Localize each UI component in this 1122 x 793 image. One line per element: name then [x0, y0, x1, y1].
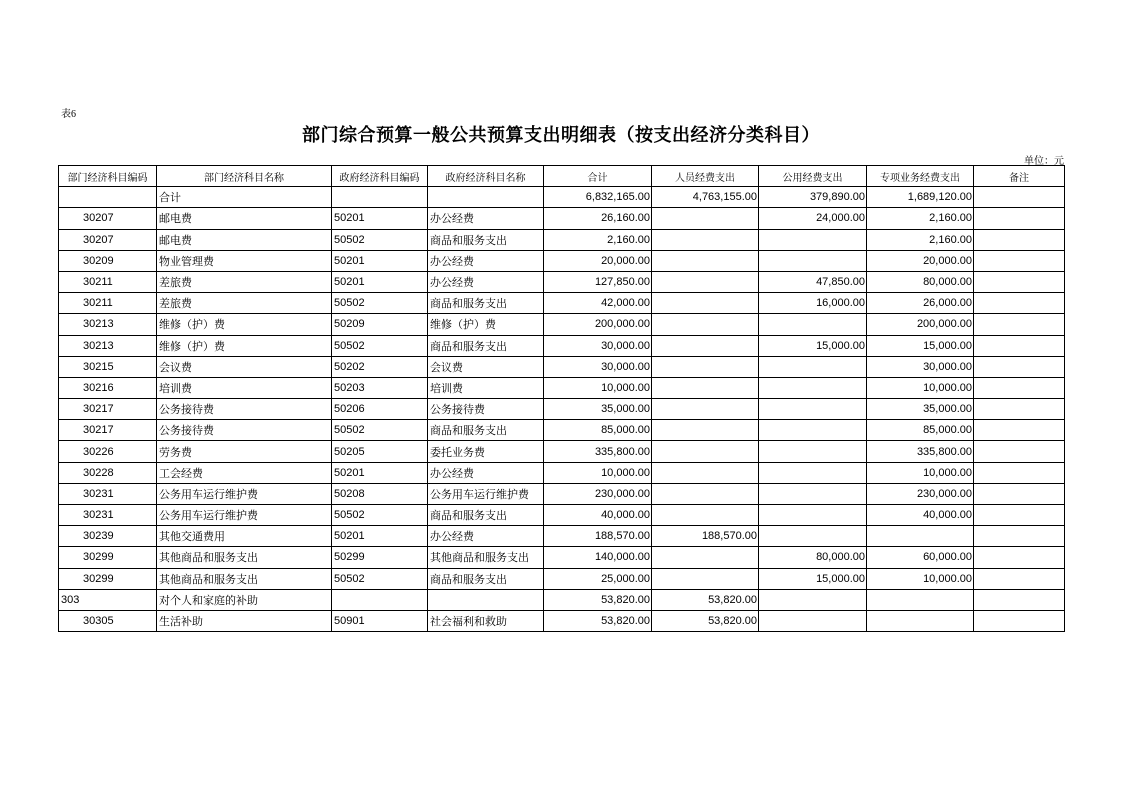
cell-dept-code: 30215 [59, 356, 157, 377]
table-row [59, 314, 1065, 335]
cell-dept-code: 30213 [59, 335, 157, 356]
cell-public [759, 462, 867, 483]
cell-total: 35,000.00 [544, 399, 652, 420]
cell-special: 35,000.00 [867, 399, 974, 420]
cell-remark [974, 250, 1065, 271]
table-row [59, 441, 1065, 462]
cell-dept-code: 30216 [59, 377, 157, 398]
table-row [59, 377, 1065, 398]
cell-dept-name: 其他商品和服务支出 [157, 547, 332, 568]
cell-gov-name: 商品和服务支出 [428, 335, 544, 356]
cell-special: 80,000.00 [867, 271, 974, 292]
cell-dept-code: 30217 [59, 399, 157, 420]
cell-gov-code: 50502 [332, 335, 428, 356]
cell-dept-name: 合计 [157, 187, 332, 208]
cell-total: 10,000.00 [544, 377, 652, 398]
cell-dept-code: 30207 [59, 208, 157, 229]
cell-special [867, 526, 974, 547]
cell-gov-code: 50201 [332, 462, 428, 483]
cell-personnel: 4,763,155.00 [652, 187, 759, 208]
cell-special: 26,000.00 [867, 293, 974, 314]
cell-personnel [652, 483, 759, 504]
cell-public: 15,000.00 [759, 568, 867, 589]
cell-dept-code: 30211 [59, 271, 157, 292]
cell-dept-name: 工会经费 [157, 462, 332, 483]
table-row [59, 208, 1065, 229]
cell-dept-code: 30226 [59, 441, 157, 462]
cell-total: 127,850.00 [544, 271, 652, 292]
cell-gov-code: 50201 [332, 250, 428, 271]
cell-gov-name: 办公经费 [428, 250, 544, 271]
cell-remark [974, 568, 1065, 589]
cell-personnel: 53,820.00 [652, 589, 759, 610]
cell-dept-name: 差旅费 [157, 293, 332, 314]
table-row [59, 505, 1065, 526]
cell-remark [974, 335, 1065, 356]
cell-gov-code: 50202 [332, 356, 428, 377]
cell-personnel [652, 377, 759, 398]
cell-remark [974, 462, 1065, 483]
table-header-row [59, 166, 1065, 187]
cell-dept-name: 维修（护）费 [157, 314, 332, 335]
cell-special: 15,000.00 [867, 335, 974, 356]
table-body [59, 187, 1065, 632]
cell-special: 85,000.00 [867, 420, 974, 441]
cell-total: 53,820.00 [544, 589, 652, 610]
cell-gov-name: 商品和服务支出 [428, 293, 544, 314]
cell-gov-name: 商品和服务支出 [428, 568, 544, 589]
cell-total: 140,000.00 [544, 547, 652, 568]
cell-gov-code: 50502 [332, 568, 428, 589]
cell-gov-code: 50206 [332, 399, 428, 420]
cell-special: 10,000.00 [867, 377, 974, 398]
cell-total: 42,000.00 [544, 293, 652, 314]
cell-gov-code: 50208 [332, 483, 428, 504]
cell-dept-name: 邮电费 [157, 208, 332, 229]
cell-special [867, 610, 974, 631]
cell-remark [974, 420, 1065, 441]
cell-gov-name: 维修（护）费 [428, 314, 544, 335]
cell-public [759, 505, 867, 526]
cell-public [759, 250, 867, 271]
cell-special: 10,000.00 [867, 568, 974, 589]
cell-personnel [652, 250, 759, 271]
cell-special: 20,000.00 [867, 250, 974, 271]
table-row [59, 483, 1065, 504]
cell-special: 40,000.00 [867, 505, 974, 526]
cell-remark [974, 271, 1065, 292]
cell-personnel [652, 314, 759, 335]
cell-total: 20,000.00 [544, 250, 652, 271]
table-row [59, 462, 1065, 483]
cell-public [759, 589, 867, 610]
cell-personnel [652, 462, 759, 483]
cell-gov-name: 商品和服务支出 [428, 420, 544, 441]
cell-gov-name: 办公经费 [428, 208, 544, 229]
cell-personnel [652, 441, 759, 462]
cell-dept-name: 其他商品和服务支出 [157, 568, 332, 589]
table-row [59, 271, 1065, 292]
cell-total: 26,160.00 [544, 208, 652, 229]
cell-remark [974, 589, 1065, 610]
cell-public [759, 526, 867, 547]
cell-dept-code: 30305 [59, 610, 157, 631]
table-row [59, 293, 1065, 314]
cell-public [759, 314, 867, 335]
cell-gov-code: 50201 [332, 526, 428, 547]
cell-gov-name: 会议费 [428, 356, 544, 377]
header-personnel: 人员经费支出 [652, 166, 759, 187]
cell-gov-code: 50502 [332, 293, 428, 314]
cell-gov-name: 办公经费 [428, 462, 544, 483]
cell-dept-code: 30228 [59, 462, 157, 483]
cell-gov-name: 培训费 [428, 377, 544, 398]
cell-total: 53,820.00 [544, 610, 652, 631]
cell-remark [974, 229, 1065, 250]
cell-gov-code: 50209 [332, 314, 428, 335]
cell-personnel: 188,570.00 [652, 526, 759, 547]
cell-dept-name: 邮电费 [157, 229, 332, 250]
cell-total: 230,000.00 [544, 483, 652, 504]
cell-gov-code [332, 187, 428, 208]
cell-gov-code: 50299 [332, 547, 428, 568]
table-row [59, 610, 1065, 631]
cell-gov-code: 50502 [332, 229, 428, 250]
cell-total: 335,800.00 [544, 441, 652, 462]
cell-gov-code: 50901 [332, 610, 428, 631]
table-row [59, 335, 1065, 356]
page-title: 部门综合预算一般公共预算支出明细表（按支出经济分类科目） [302, 125, 820, 145]
cell-gov-name: 商品和服务支出 [428, 505, 544, 526]
cell-special: 230,000.00 [867, 483, 974, 504]
header-special: 专项业务经费支出 [867, 166, 974, 187]
cell-gov-code: 50502 [332, 505, 428, 526]
cell-remark [974, 314, 1065, 335]
cell-total: 30,000.00 [544, 335, 652, 356]
cell-personnel [652, 293, 759, 314]
cell-remark [974, 526, 1065, 547]
cell-dept-code: 30207 [59, 229, 157, 250]
cell-dept-name: 差旅费 [157, 271, 332, 292]
cell-public [759, 420, 867, 441]
cell-gov-name: 办公经费 [428, 271, 544, 292]
cell-public [759, 356, 867, 377]
cell-total: 30,000.00 [544, 356, 652, 377]
cell-dept-name: 劳务费 [157, 441, 332, 462]
cell-total: 2,160.00 [544, 229, 652, 250]
cell-total: 188,570.00 [544, 526, 652, 547]
header-total: 合计 [544, 166, 652, 187]
cell-dept-name: 对个人和家庭的补助 [157, 589, 332, 610]
cell-special: 2,160.00 [867, 229, 974, 250]
cell-gov-name: 其他商品和服务支出 [428, 547, 544, 568]
cell-gov-name: 商品和服务支出 [428, 229, 544, 250]
cell-remark [974, 356, 1065, 377]
cell-special [867, 589, 974, 610]
expenditure-table [58, 165, 1065, 632]
cell-personnel [652, 547, 759, 568]
cell-dept-name: 维修（护）费 [157, 335, 332, 356]
cell-public [759, 610, 867, 631]
unit-label: 单位：元 [1024, 156, 1064, 167]
cell-total: 40,000.00 [544, 505, 652, 526]
cell-remark [974, 483, 1065, 504]
cell-personnel [652, 208, 759, 229]
header-gov-code: 政府经济科目编码 [332, 166, 428, 187]
cell-personnel [652, 420, 759, 441]
cell-remark [974, 208, 1065, 229]
cell-dept-code: 30213 [59, 314, 157, 335]
cell-dept-name: 公务接待费 [157, 399, 332, 420]
cell-dept-name: 公务用车运行维护费 [157, 505, 332, 526]
cell-remark [974, 547, 1065, 568]
cell-gov-name [428, 589, 544, 610]
cell-special: 60,000.00 [867, 547, 974, 568]
cell-personnel [652, 568, 759, 589]
cell-public: 16,000.00 [759, 293, 867, 314]
cell-special: 30,000.00 [867, 356, 974, 377]
table-row [59, 229, 1065, 250]
cell-dept-name: 公务用车运行维护费 [157, 483, 332, 504]
cell-gov-name: 办公经费 [428, 526, 544, 547]
header-remark: 备注 [974, 166, 1065, 187]
cell-remark [974, 505, 1065, 526]
cell-total: 25,000.00 [544, 568, 652, 589]
table-row [59, 399, 1065, 420]
cell-public: 47,850.00 [759, 271, 867, 292]
cell-dept-code: 30211 [59, 293, 157, 314]
cell-dept-code: 30299 [59, 568, 157, 589]
cell-remark [974, 293, 1065, 314]
cell-gov-name: 社会福利和救助 [428, 610, 544, 631]
cell-personnel [652, 229, 759, 250]
cell-public [759, 441, 867, 462]
cell-remark [974, 377, 1065, 398]
cell-dept-name: 生活补助 [157, 610, 332, 631]
cell-special: 1,689,120.00 [867, 187, 974, 208]
cell-public [759, 229, 867, 250]
table-row [59, 250, 1065, 271]
cell-public: 24,000.00 [759, 208, 867, 229]
cell-total: 10,000.00 [544, 462, 652, 483]
table-number: 表6 [61, 109, 76, 120]
cell-dept-code: 30299 [59, 547, 157, 568]
cell-remark [974, 399, 1065, 420]
table-row [59, 420, 1065, 441]
header-dept-name: 部门经济科目名称 [157, 166, 332, 187]
cell-remark [974, 441, 1065, 462]
cell-dept-code: 30217 [59, 420, 157, 441]
table-row [59, 568, 1065, 589]
cell-personnel [652, 271, 759, 292]
cell-gov-name: 公务用车运行维护费 [428, 483, 544, 504]
cell-personnel [652, 399, 759, 420]
cell-dept-code: 30239 [59, 526, 157, 547]
table-row [59, 356, 1065, 377]
cell-total: 85,000.00 [544, 420, 652, 441]
cell-special: 10,000.00 [867, 462, 974, 483]
cell-personnel [652, 335, 759, 356]
cell-personnel [652, 505, 759, 526]
cell-dept-code: 303 [59, 589, 157, 610]
cell-dept-name: 公务接待费 [157, 420, 332, 441]
cell-gov-name: 委托业务费 [428, 441, 544, 462]
cell-personnel: 53,820.00 [652, 610, 759, 631]
table-row [59, 526, 1065, 547]
cell-dept-code: 30231 [59, 483, 157, 504]
cell-dept-name: 会议费 [157, 356, 332, 377]
cell-remark [974, 610, 1065, 631]
cell-public [759, 483, 867, 504]
cell-gov-code [332, 589, 428, 610]
cell-special: 200,000.00 [867, 314, 974, 335]
cell-total: 6,832,165.00 [544, 187, 652, 208]
cell-total: 200,000.00 [544, 314, 652, 335]
cell-dept-code: 30231 [59, 505, 157, 526]
table-row [59, 589, 1065, 610]
cell-gov-code: 50205 [332, 441, 428, 462]
cell-gov-code: 50203 [332, 377, 428, 398]
cell-public: 379,890.00 [759, 187, 867, 208]
cell-special: 2,160.00 [867, 208, 974, 229]
cell-gov-code: 50201 [332, 208, 428, 229]
cell-public [759, 377, 867, 398]
cell-dept-name: 物业管理费 [157, 250, 332, 271]
header-dept-code: 部门经济科目编码 [59, 166, 157, 187]
cell-dept-code: 30209 [59, 250, 157, 271]
table-row [59, 547, 1065, 568]
cell-gov-name: 公务接待费 [428, 399, 544, 420]
cell-personnel [652, 356, 759, 377]
header-gov-name: 政府经济科目名称 [428, 166, 544, 187]
cell-dept-name: 其他交通费用 [157, 526, 332, 547]
cell-gov-code: 50201 [332, 271, 428, 292]
cell-gov-name [428, 187, 544, 208]
cell-dept-name: 培训费 [157, 377, 332, 398]
cell-dept-code [59, 187, 157, 208]
cell-remark [974, 187, 1065, 208]
header-public: 公用经费支出 [759, 166, 867, 187]
cell-special: 335,800.00 [867, 441, 974, 462]
cell-public: 15,000.00 [759, 335, 867, 356]
cell-gov-code: 50502 [332, 420, 428, 441]
cell-public [759, 399, 867, 420]
cell-public: 80,000.00 [759, 547, 867, 568]
table-row [59, 187, 1065, 208]
